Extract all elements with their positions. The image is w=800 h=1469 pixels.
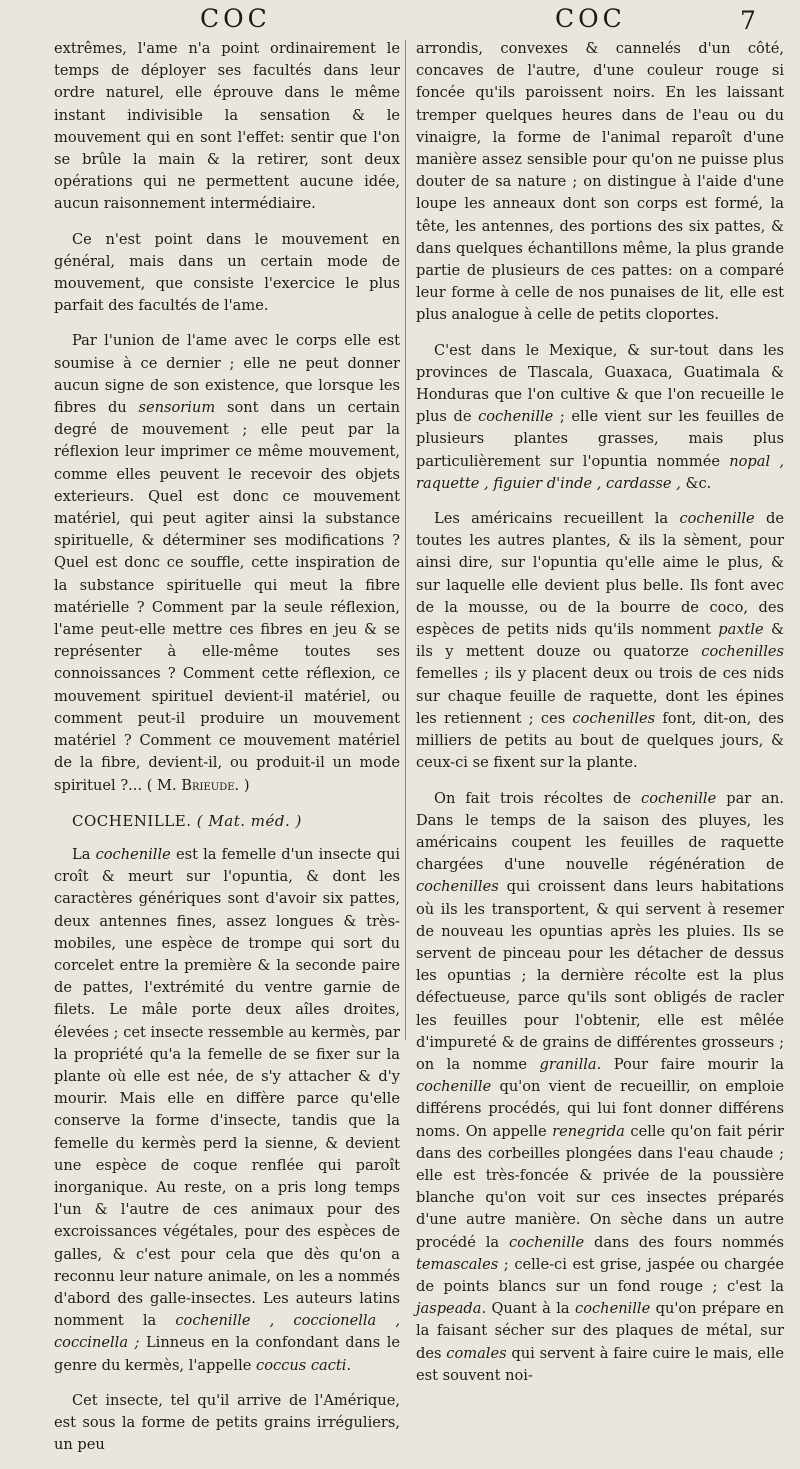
latin-species: coccus cacti. [256,1356,352,1374]
entry-heading [72,810,400,832]
right-column [416,38,784,1400]
plant-names: nopal , raquette , figuier d'inde , cardasse , [416,452,784,492]
paragraph: La cochenille est la femelle d'un insecte qui croît & meurt sur l'opuntia, & dont les caractères génériques sont d'avoir six pattes, deux antennes fines, assez longues & très-mobiles, une espèce de trompe qui sort du corcelet entre la première & la seconde paire de pattes, l'extrémité du ventre garnie de filets. Le mâle porte deux aîles droites, élevées ; cet insecte ressemble au kermès, par la propriété qu'a la femelle de se fixer sur la plante où elle est née, de s'y attacher & d'y mourir. Mais elle en diffère parce qu'elle conserve la forme d'insecte, tandis que la femelle du kermès perd la sienne, & devient une espèce de coque renflée qui paroît inorganique. Au reste, on a pris long temps l'un & l'autre de ces animaux pour des excroissances végétales, pour des espèces de galles, & c'est pour cela que dès qu'on a reconnu leur nature animale, on les a nommés d'abord des galle-insectes. Les auteurs latins nomment la cochenille , coccionella , coccinella ; Linneus en la confondant dans le genre du kermès, l'appelle coccus cacti. [54,845,401,1374]
italic-term: sensorium [138,399,216,417]
author-name: Brieude [181,776,235,794]
paragraph: Par l'union de l'ame avec le corps elle est soumise à ce dernier ; elle ne peut donner aucun signe de son existence, que lorsque les fibres du sensorium sont dans un certain degré de mouvement ; elle peut par la réflexion leur imprimer ce même mouvement, comme elles peuvent le recevoir des objets exterieurs. Quel est donc ce mouvement matériel, qui peut agiter ainsi la substance spirituelle, & déterminer ses modifications ? Quel est donc ce souffle, cette inspiration de la substance spirituelle qui meut la fibre matérielle ? Comment par la seule réflexion, l'ame peut-elle mettre ces fibres en jeu & se représenter à elle-même toutes ses connoissances ? Comment cette réflexion, ce mouvement spirituel devient-il matériel, ou comment peut-il produire un mouvement matériel ? Comment ce mouvement matériel de la fibre, devient-il, ou produit-il un mode spirituel ?... ( M. Brieude. ) [54,332,400,794]
paragraph: arrondis, convexes & cannelés d'un côté, concaves de l'autre, d'une couleur rouge si foncée qu'ils paroissent noirs. En les laissant tremper quelques heures dans de l'eau ou du vinaigre, la forme de l'animal reparoît d'une manière assez sensible pour qu'on ne puisse plus douter de sa nature ; on distingue à l'aide d'une loupe les anneaux dont son corps est formé, la tête, les antennes, des portions des six pattes, & dans quelques échantillons même, la plus grande partie de plusieurs de ces pattes: on a comparé leur forme à celle de nos punaises de lit, elle est plus analogue à celle de petits cloportes. [416,40,784,324]
running-title-left: COC [200,4,271,33]
column-divider [405,40,406,1040]
running-title-right: COC [555,4,626,33]
entry-title: COCHENILLE. [72,811,192,830]
paragraph: extrêmes, l'ame n'a point ordinairement le temps de déployer ses facultés dans leur ordre naturel, elle éprouve dans le même instant indivisible la sensation & le mouvement qui en sont l'effet: sentir que l'on se brûle la main & la retirer, sont deux opérations qui ne permettent aucune idée, aucun raisonnement intermédiaire. [54,40,400,213]
running-header [0,4,800,40]
left-column [54,38,400,1469]
paragraph: On fait trois récoltes de cochenille par an. Dans le temps de la saison des pluyes, les américains coupent les feuilles de raquette chargées d'une nouvelle régénération de cochenilles qui croissent dans leurs habitations où ils les transportent, & qui servent à resemer de nouveau les opuntias après les pluies. Ils se servent de pinceau pour les détacher de dessus les opuntias ; la dernière récolte est la plus défectueuse, parce qu'ils sont obligés de racler les feuilles pour l'obtenir, elle est mêlée d'impureté & de grains de différentes grosseurs ; on la nomme granilla. Pour faire mourir la cochenille qu'on vient de recueillir, on emploie différens procédés, qui lui font donner différens noms. On appelle renegrida celle qu'on fait périr dans des corbeilles plongées dans l'eau chaude ; elle est très-foncée & privée de la poussière blanche qu'on voit sur ces insectes préparés d'une autre manière. On sèche dans un autre procédé la cochenille dans des fours nommés temascales ; celle-ci est grise, jaspée ou chargée de points blancs sur un fond rouge ; c'est la jaspeada. Quant à la cochenille qu'on prépare en la faisant sécher sur des plaques de métal, sur des comales qui servent à faire cuire le mais, elle est souvent noi- [416,789,785,1384]
entry-category: ( Mat. méd. ) [196,811,302,830]
paragraph: Cet insecte, tel qu'il arrive de l'Amérique, est sous la forme de petits grains irréguliers, un peu [54,1391,400,1454]
page-number: 7 [740,6,756,35]
paragraph: Les américains recueillent la cochenille de toutes les autres plantes, & ils la sèment, pour ainsi dire, sur l'opuntia qu'elle aime le plus, & sur laquelle elle devient plus belle. Ils font avec de la mousse, ou de la bourre de coco, des espèces de petits nids qu'ils nomment paxtle & ils y mettent douze ou quatorze cochenilles femelles ; ils y placent deux ou trois de ces nids sur chaque feuille de raquette, dont les épines les retiennent ; ces cochenilles font, dit-on, des milliers de petits au bout de quelques jours, & ceux-ci se fixent sur la plante. [416,510,785,772]
paragraph: C'est dans le Mexique, & sur-tout dans les provinces de Tlascala, Guaxaca, Guatimala & Honduras que l'on cultive & que l'on recueille le plus de cochenille ; elle vient sur les feuilles de plusieurs plantes grasses, mais plus particulièrement sur l'opuntia nommée nopal , raquette , figuier d'inde , cardasse , &c. [416,341,785,492]
latin-names: cochenille , coccionella , coccinella ; [54,1312,400,1352]
paragraph: Ce n'est point dans le mouvement en général, mais dans un certain mode de mouvement, que consiste l'exercice le plus parfait des facultés de l'ame. [54,230,400,315]
